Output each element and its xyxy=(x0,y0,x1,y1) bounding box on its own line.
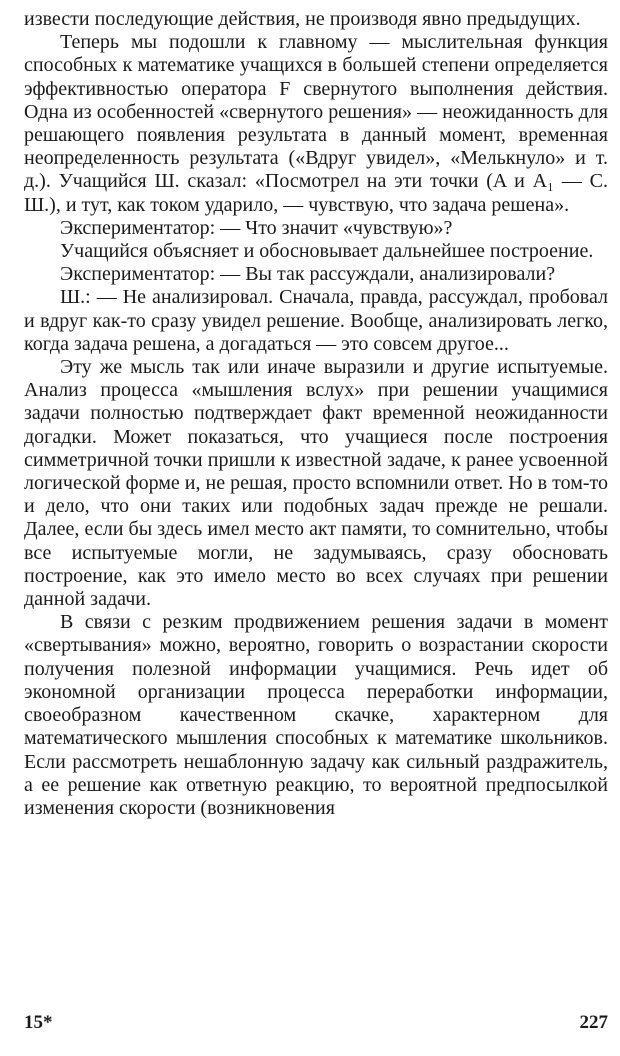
page-number: 227 xyxy=(579,1012,608,1033)
paragraph-student-explains: Учащийся объясняет и обосновывает дальнейшее построение. xyxy=(60,240,594,263)
paragraph-experimenter-question-2: Экспериментатор: — Вы так рассуждали, анализировали? xyxy=(60,263,556,286)
paragraph-experimenter-question-1: Экспериментатор: — Что значит «чувствую»? xyxy=(60,216,453,239)
paragraph-information-speed: В связи с резким продвижением решения задачи в момент «свертывания» можно, вероятно, говорить о возрастании скорости получения полезной информации учащимися. Речь идет об экономной организации процесса переработки информации, своеобразном качественном скачке, характерном для математического мышления способных к математике школьников. Если рассмотреть нешаблонную задачу как сильный раздражитель, а ее решение как ответную реакцию, то вероятной предпосылкой изменения скорости (возникновения xyxy=(24,611,608,819)
paragraph-student-answer: Ш.: — Не анализировал. Сначала, правда, рассуждал, пробовал и вдруг как-то сразу увидел решение. Вообще, анализировать легко, когда задача решена, а догадаться — это совсем другое... xyxy=(24,286,608,355)
paragraph-analysis: Эту же мысль так или иначе выразили и другие испытуемые. Анализ процесса «мышления вслух» при решении учащимися задачи полностью подтверждает факт временной неожиданности догадки. Может показаться, что учащиеся после построения симметричной точки пришли к известной задаче, к ранее усвоенной логической форме и, не решая, просто вспомнили ответ. Но в том-то и дело, что они таких или подобных задач прежде не решали. Далее, если бы здесь имел место акт памяти, то сомнительно, чтобы все испытуемые могли, не задумываясь, сразу обосновать построение, как это имело место во всех случаях при решении данной задачи. xyxy=(24,356,608,611)
paragraph-continued: извести последующие действия, не производя явно предыдущих. xyxy=(24,8,581,30)
signature-mark: 15* xyxy=(24,1012,53,1033)
page-text xyxy=(24,8,608,820)
paragraph-main-point: Теперь мы подошли к главному — мыслительная функция способных к математике учащихся в большей степени определяется эффективностью оператора F свернутого выполнения действия. Одна из особенностей «свернутого решения» — неожиданность для решающего появления результата в данный момент, временная неопределенность результата («Вдруг увидел», «Мелькнуло» и т. д.). Учащийся Ш. сказал: «Посмотрел на эти точки (A и A₁ — С. Ш.), и тут, как током ударило, — чувствую, что задача решена». xyxy=(24,31,608,216)
